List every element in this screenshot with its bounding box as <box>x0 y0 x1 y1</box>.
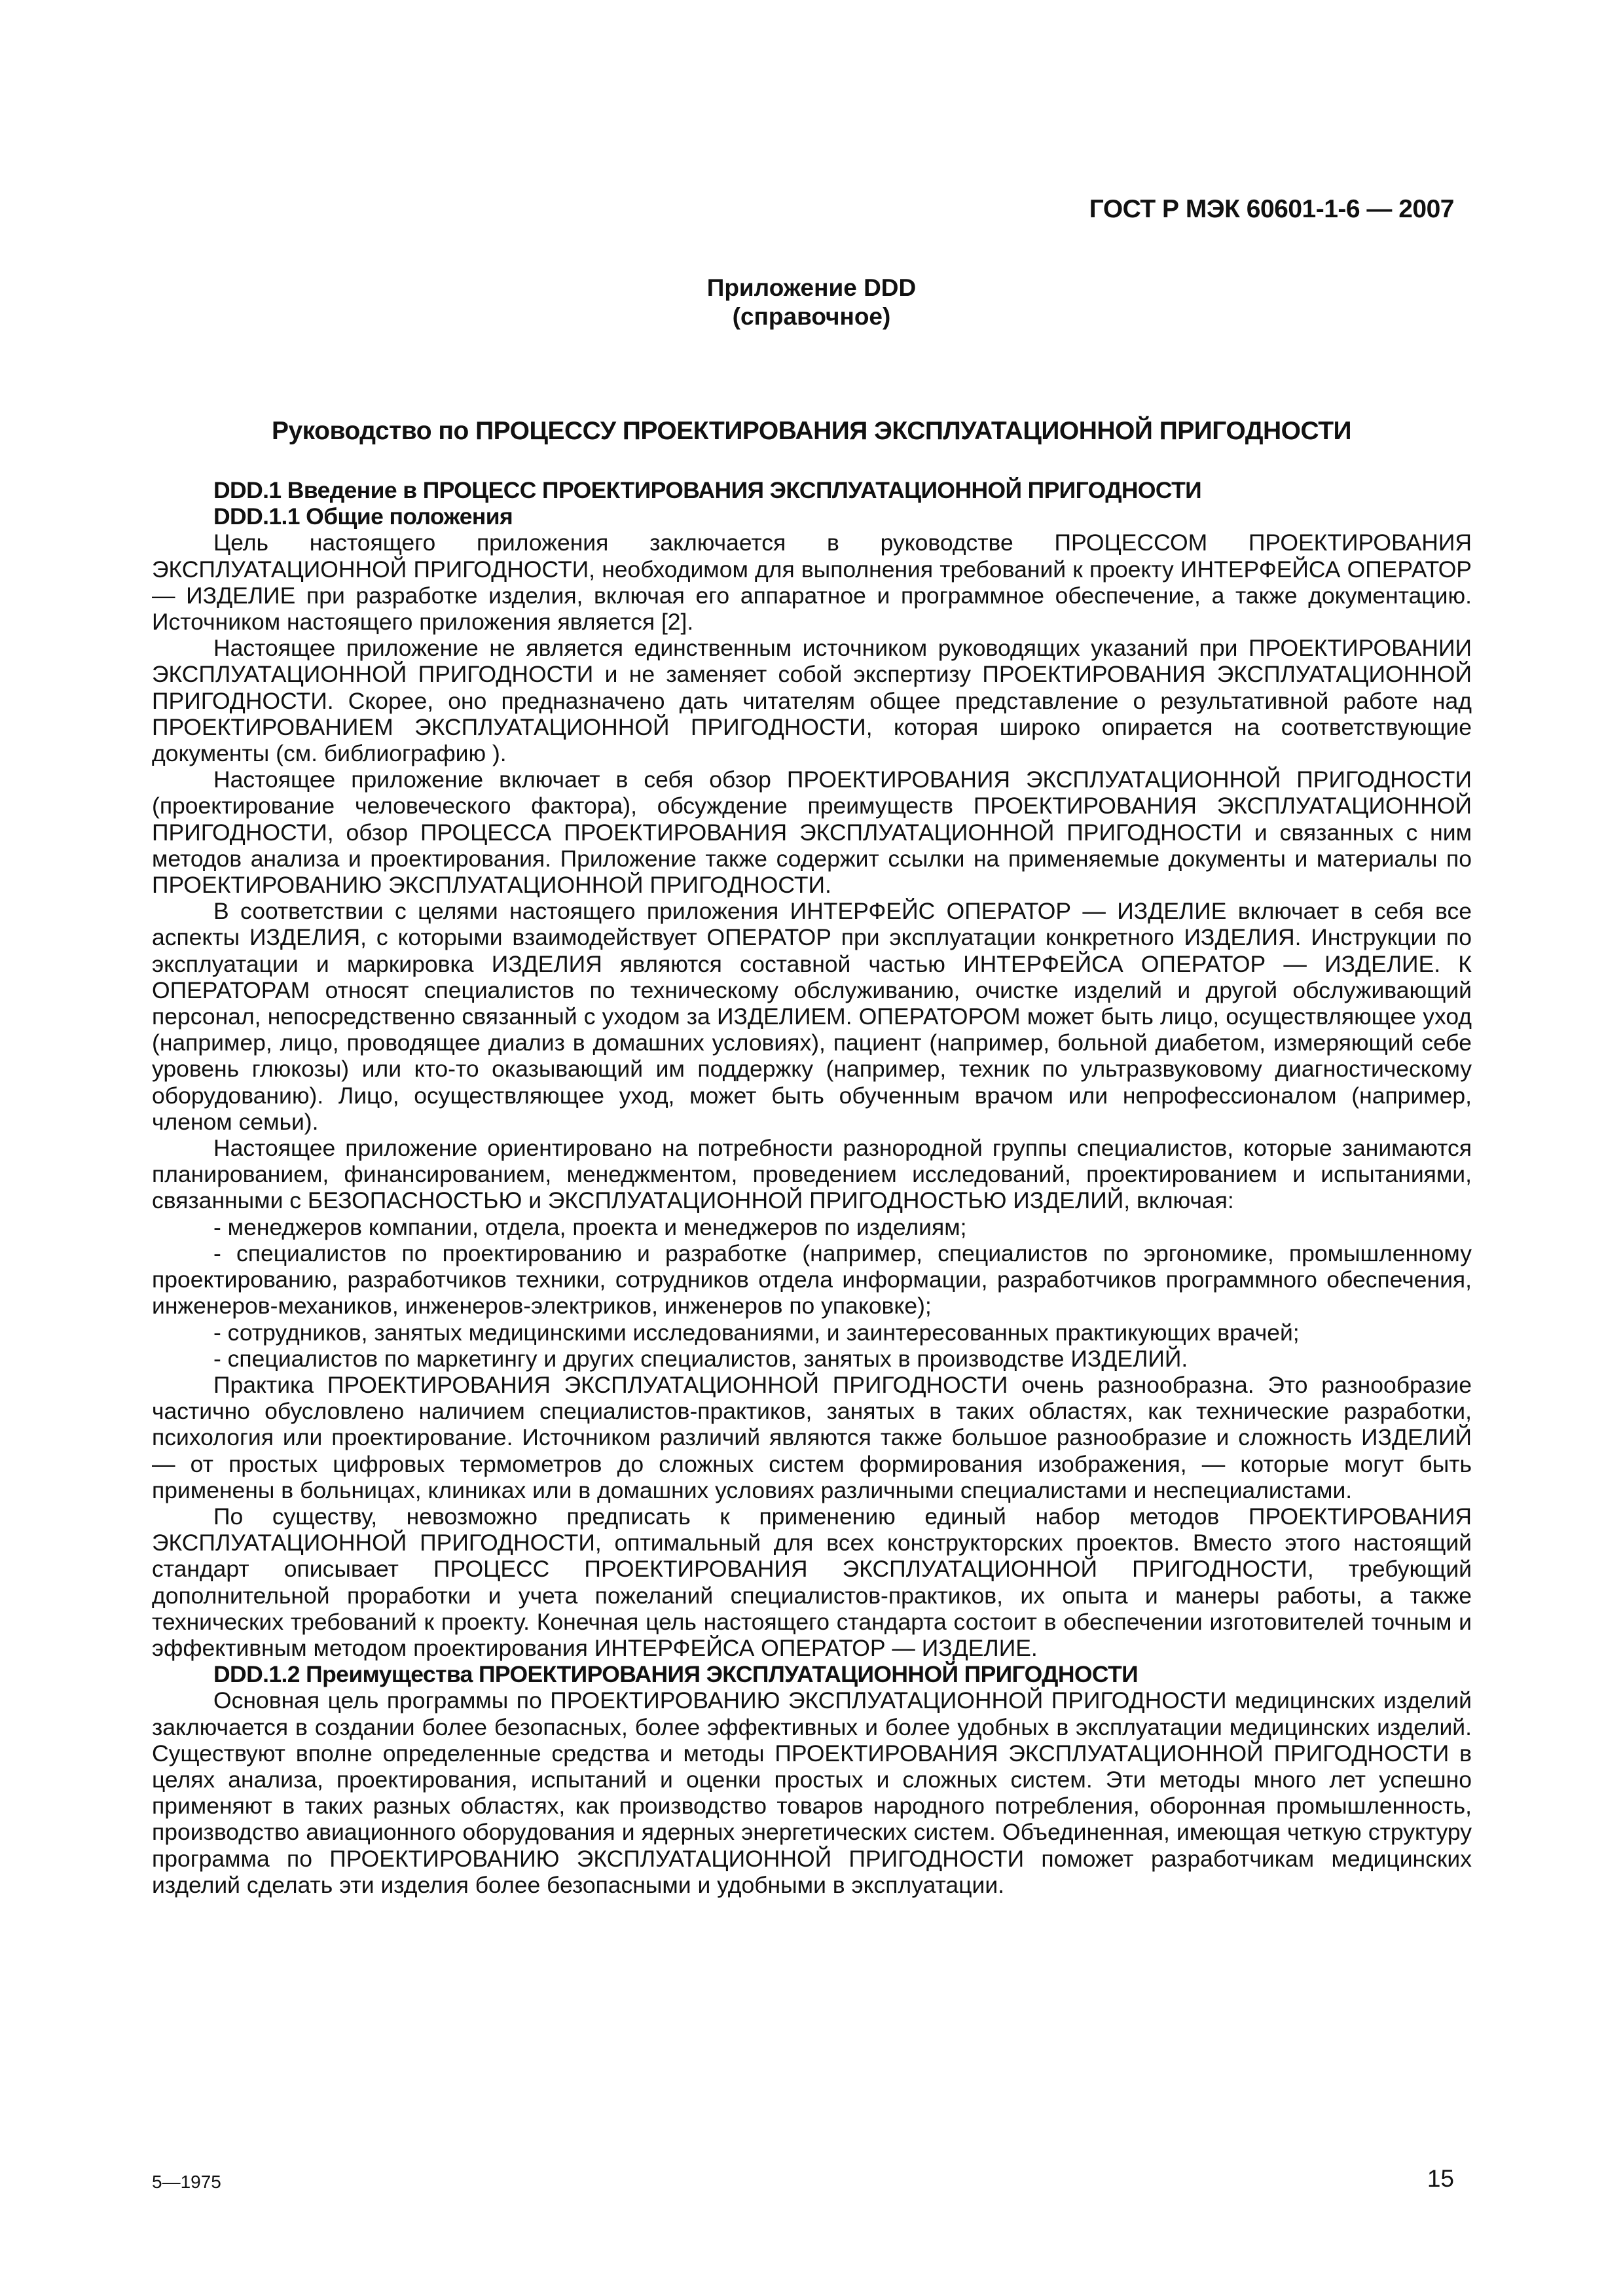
paragraph: Настоящее приложение ориентировано на потребности разнородной группы специалистов, которые занимаются планированием, финансированием, менеджментом, проведением исследований, проектированием и испытаниями, связанными с БЕЗОПАСНОСТЬЮ и ЭКСПЛУАТАЦИОННОЙ ПРИГОДНОСТЬЮ ИЗДЕЛИЙ, включая: <box>152 1135 1472 1214</box>
paragraph: В соответствии с целями настоящего приложения ИНТЕРФЕЙС ОПЕРАТОР — ИЗДЕЛИЕ включает в себя все аспекты ИЗДЕЛИЯ, с которыми взаимодействует ОПЕРАТОР при эксплуатации конкретного ИЗДЕЛИЯ. Инструкции по эксплуатации и маркировка ИЗДЕЛИЯ являются составной частью ИНТЕРФЕЙСА ОПЕРАТОР — ИЗДЕЛИЕ. К ОПЕРАТОРАМ относят специалистов по техническому обслуживанию, очистке изделий и другой обслуживающий персонал, непосредственно связанный с уходом за ИЗДЕЛИЕМ. ОПЕРАТОРОМ может быть лицо, осуществляющее уход (например, лицо, проводящее диализ в домашних условиях), пациент (например, больной диабетом, измеряющий себе уровень глюкозы) или кто-то оказывающий им поддержку (например, техник по ультразвуковому диагностическому оборудованию). Лицо, осуществляющее уход, может быть обученным врачом или непрофессионалом (например, членом семьи). <box>152 898 1472 1135</box>
specialist-list <box>152 1214 1472 1372</box>
annex-heading <box>0 274 1623 331</box>
paragraph: По существу, невозможно предписать к применению единый набор методов ПРОЕКТИРОВАНИЯ ЭКСПЛУАТАЦИОННОЙ ПРИГОДНОСТИ, оптимальный для всех конструкторских проектов. Вместо этого настоящий стандарт описывает ПРОЦЕСС ПРОЕКТИРОВАНИЯ ЭКСПЛУАТАЦИОННОЙ ПРИГОДНОСТИ, требующий дополнительной проработки и учета пожеланий специалистов-практиков, их опыта и манеры работы, а также технических требований к проекту. Конечная цель настоящего стандарта состоит в обеспечении изготовителей точным и эффективным методом проектирования ИНТЕРФЕЙСА ОПЕРАТОР — ИЗДЕЛИЕ. <box>152 1503 1472 1661</box>
document-body <box>152 477 1472 1898</box>
paragraph: Настоящее приложение включает в себя обзор ПРОЕКТИРОВАНИЯ ЭКСПЛУАТАЦИОННОЙ ПРИГОДНОСТИ (проектирование человеческого фактора), обсуждение преимуществ ПРОЕКТИРОВАНИЯ ЭКСПЛУАТАЦИОННОЙ ПРИГОДНОСТИ, обзор ПРОЦЕССА ПРОЕКТИРОВАНИЯ ЭКСПЛУАТАЦИОННОЙ ПРИГОДНОСТИ и связанных с ним методов анализа и проектирования. Приложение также содержит ссылки на применяемые документы и материалы по ПРОЕКТИРОВАНИЮ ЭКСПЛУАТАЦИОННОЙ ПРИГОДНОСТИ. <box>152 766 1472 899</box>
paragraph: Цель настоящего приложения заключается в руководстве ПРОЦЕССОМ ПРОЕКТИРОВАНИЯ ЭКСПЛУАТАЦИОННОЙ ПРИГОДНОСТИ, необходимом для выполнения требований к проекту ИНТЕРФЕЙСА ОПЕРАТОР — ИЗДЕЛИЕ при разработке изделия, включая его аппаратное и программное обеспечение, а также документацию. Источником настоящего приложения является [2]. <box>152 529 1472 636</box>
list-item: - специалистов по проектированию и разработке (например, специалистов по эргономике, промышленному проектированию, разработчиков техники, сотрудников отдела информации, разработчиков программного обеспечения, инженеров-механиков, инженеров-электриков, инженеров по упаковке); <box>152 1240 1472 1319</box>
subsection-heading: DDD.1.2 Преимущества ПРОЕКТИРОВАНИЯ ЭКСПЛУАТАЦИОННОЙ ПРИГОДНОСТИ <box>213 1661 1139 1688</box>
list-item: - менеджеров компании, отдела, проекта и менеджеров по изделиям; <box>213 1213 967 1240</box>
paragraph: Настоящее приложение не является единственным источником руководящих указаний при ПРОЕКТИРОВАНИИ ЭКСПЛУАТАЦИОННОЙ ПРИГОДНОСТИ и не заменяет собой экспертизу ПРОЕКТИРОВАНИЯ ЭКСПЛУАТАЦИОННОЙ ПРИГОДНОСТИ. Скорее, оно предназначено дать читателям общее представление о результативной работе над ПРОЕКТИРОВАНИЕМ ЭКСПЛУАТАЦИОННОЙ ПРИГОДНОСТИ, которая широко опирается на соответствующие документы (см. библиографию ). <box>152 635 1472 767</box>
list-item: - специалистов по маркетингу и других специалистов, занятых в производстве ИЗДЕЛИЙ. <box>213 1345 1188 1372</box>
section-heading: DDD.1 Введение в ПРОЦЕСС ПРОЕКТИРОВАНИЯ ЭКСПЛУАТАЦИОННОЙ ПРИГОДНОСТИ <box>213 477 1202 503</box>
page-title: Руководство по ПРОЦЕССУ ПРОЕКТИРОВАНИЯ ЭКСПЛУАТАЦИОННОЙ ПРИГОДНОСТИ <box>271 417 1352 445</box>
paragraph: Практика ПРОЕКТИРОВАНИЯ ЭКСПЛУАТАЦИОННОЙ ПРИГОДНОСТИ очень разнообразна. Это разнообразие частично обусловлено наличием специалистов-практиков, занятых в таких областях, как технические разработки, психология или проектирование. Источником различий являются также большое разнообразие и сложность ИЗДЕЛИЙ — от простых цифровых термометров до сложных систем формирования изображения, — которые могут быть применены в больницах, клиниках или в домашних условиях различными специалистами и неспециалистами. <box>152 1371 1472 1503</box>
subsection-heading: DDD.1.1 Общие положения <box>213 503 513 530</box>
paragraph: Основная цель программы по ПРОЕКТИРОВАНИЮ ЭКСПЛУАТАЦИОННОЙ ПРИГОДНОСТИ медицинских изделий заключается в создании более безопасных, более эффективных и более удобных в эксплуатации медицинских изделий. Существуют вполне определенные средства и методы ПРОЕКТИРОВАНИЯ ЭКСПЛУАТАЦИОННОЙ ПРИГОДНОСТИ в целях анализа, проектирования, испытаний и оценки простых и сложных систем. Эти методы много лет успешно применяют в таких разных областях, как производство товаров народного потребления, оборонная промышленность, производство авиационного оборудования и ядерных энергетических систем. Объединенная, имеющая четкую структуру программа по ПРОЕКТИРОВАНИЮ ЭКСПЛУАТАЦИОННОЙ ПРИГОДНОСТИ поможет разработчикам медицинских изделий сделать эти изделия более безопасными и удобными в эксплуатации. <box>152 1687 1472 1898</box>
annex-label: Приложение DDD <box>706 274 917 301</box>
print-code: 5—1975 <box>152 2172 221 2192</box>
list-item: - сотрудников, занятых медицинскими исследованиями, и заинтересованных практикующих врачей; <box>213 1319 1300 1346</box>
document-code: ГОСТ Р МЭК 60601-1-6 — 2007 <box>1089 195 1454 223</box>
page-number: 15 <box>1427 2165 1454 2192</box>
annex-type: (справочное) <box>732 303 891 330</box>
